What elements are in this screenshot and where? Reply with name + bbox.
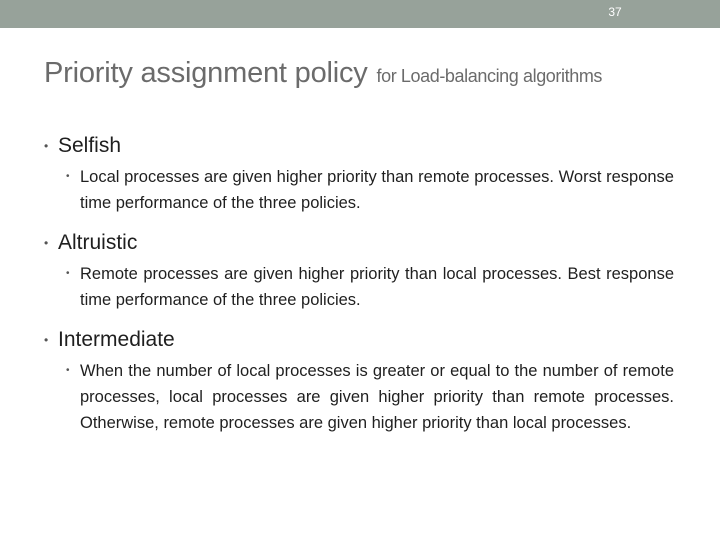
- slide-header-bar: [0, 0, 720, 28]
- slide-number: 37: [608, 5, 622, 19]
- section-intermediate: [44, 326, 674, 436]
- slide-body: [44, 132, 674, 449]
- bullet-heading: • Selfish: [44, 132, 674, 160]
- bullet-detail: • Remote processes are given higher priority than local processes. Best response time performance of the three policies.: [44, 261, 674, 313]
- section-selfish: [44, 132, 674, 216]
- bullet-heading: • Altruistic: [44, 229, 674, 257]
- bullet-detail: • Local processes are given higher priority than remote processes. Worst response time performance of the three policies.: [44, 164, 674, 216]
- slide-title-main: Priority assignment policy: [44, 57, 368, 89]
- slide-title-sub: for Load-balancing algorithms: [376, 66, 603, 86]
- section-altruistic: [44, 229, 674, 313]
- bullet-heading: • Intermediate: [44, 326, 674, 354]
- slide-title: [44, 54, 684, 93]
- bullet-detail: • When the number of local processes is greater or equal to the number of remote processes, local processes are given higher priority than remote processes. Otherwise, remote processes are given higher priority than local processes.: [44, 358, 674, 436]
